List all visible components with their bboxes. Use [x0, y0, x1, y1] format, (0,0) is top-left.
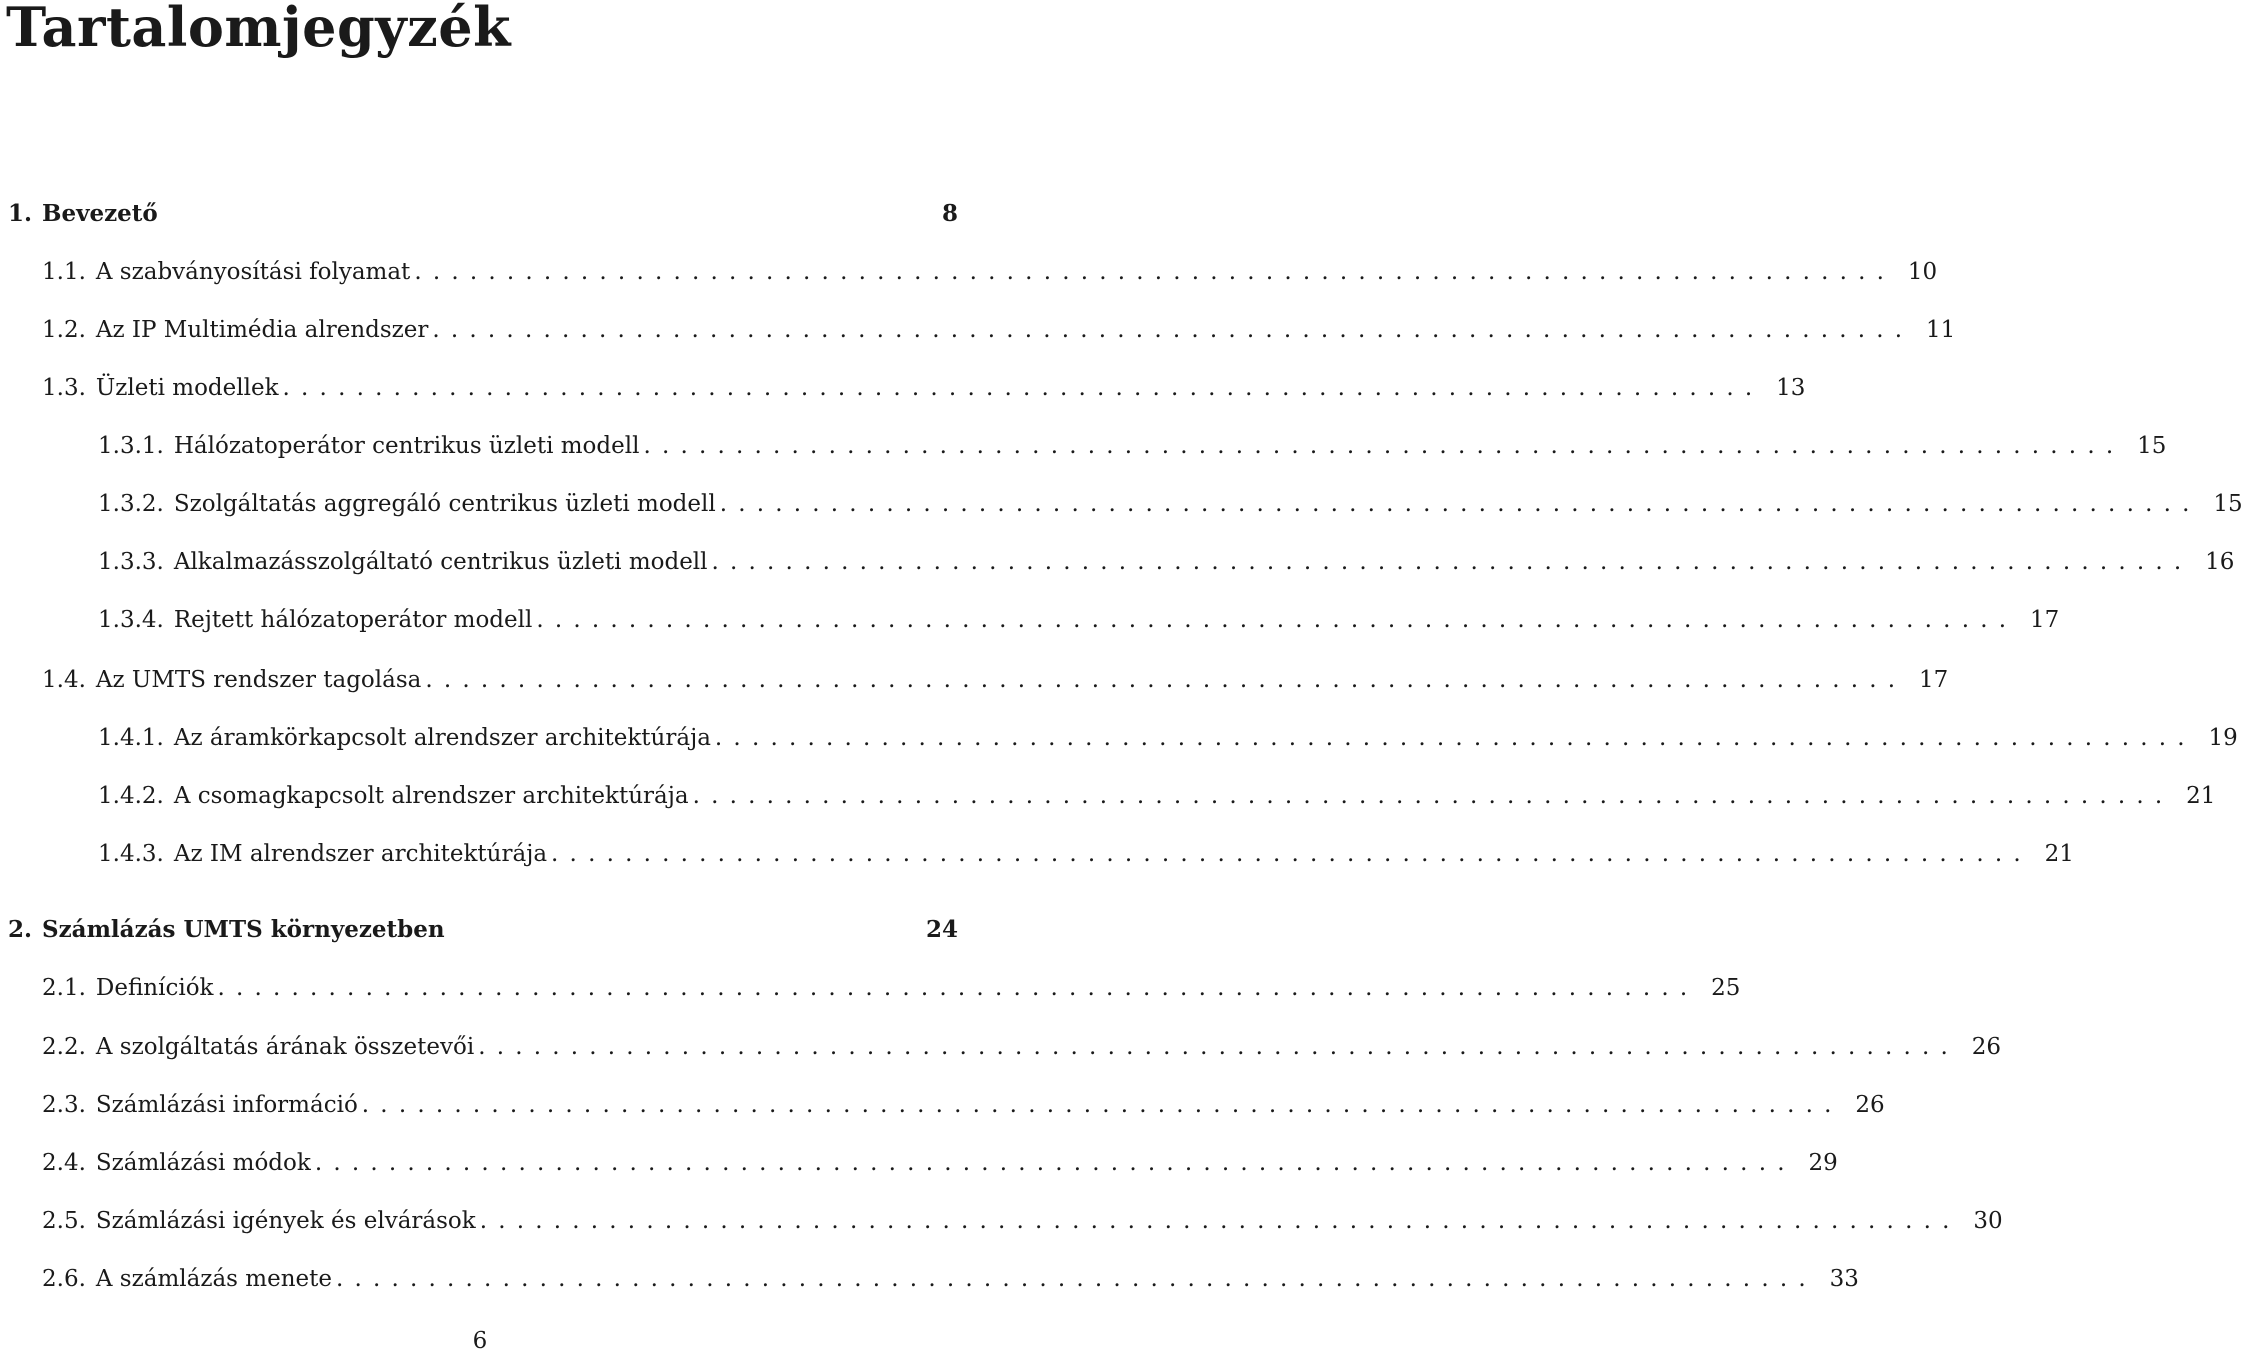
toc-page-number: 30 — [1973, 1208, 2003, 1234]
toc-page-number: 33 — [1829, 1266, 1859, 1292]
dot-leader: ................................................................................ — [425, 667, 1907, 693]
toc-title: Hálózatoperátor centrikus üzleti modell — [173, 433, 640, 459]
dot-leader: ................................................................................ — [711, 549, 2193, 575]
dot-leader: ................................................................................ — [361, 1092, 1843, 1118]
toc-title: Alkalmazásszolgáltató centrikus üzleti modell — [173, 549, 708, 575]
toc-page-number: 17 — [2029, 607, 2060, 633]
toc-row[interactable] — [42, 1146, 1838, 1180]
toc-page-number: 24 — [925, 916, 958, 943]
toc-row[interactable] — [42, 1088, 1885, 1122]
toc-page-number: 26 — [1971, 1034, 2002, 1060]
toc-row[interactable] — [98, 487, 2243, 521]
dot-leader: ................................................................................ — [335, 1266, 1817, 1292]
toc-title: A szolgáltatás árának összetevői — [95, 1034, 475, 1060]
toc-number: 1.2. — [42, 317, 86, 343]
toc-page-number: 13 — [1776, 375, 1806, 401]
toc-number: 1.4. — [42, 667, 86, 693]
toc-title: Számlázási módok — [95, 1150, 311, 1176]
toc-number: 1.1. — [42, 259, 86, 285]
toc-number: 2. — [8, 916, 33, 943]
toc-title: Bevezető — [42, 200, 158, 227]
toc-number: 2.6. — [42, 1266, 86, 1292]
toc-number: 2.3. — [42, 1092, 86, 1118]
toc-title: Az IM alrendszer architektúrája — [173, 841, 548, 867]
dot-leader: ................................................................................ — [432, 317, 1914, 343]
dot-leader: ................................................................................ — [479, 1208, 1961, 1234]
toc-page-number: 21 — [2044, 841, 2074, 867]
toc-title: A csomagkapcsolt alrendszer architektúrája — [173, 783, 689, 809]
toc-title: Az IP Multimédia alrendszer — [95, 317, 429, 343]
toc-number: 2.5. — [42, 1208, 86, 1234]
toc-page-number: 19 — [2208, 725, 2238, 751]
toc-row[interactable] — [98, 721, 2238, 755]
toc-title: A számlázás menete — [95, 1266, 332, 1292]
toc-row[interactable] — [42, 313, 1956, 347]
toc-title: Számlázási információ — [95, 1092, 358, 1118]
toc-number: 1.3.4. — [98, 607, 164, 633]
toc-chapter-row[interactable] — [8, 913, 958, 947]
toc-title: Definíciók — [95, 975, 214, 1001]
toc-title: Az UMTS rendszer tagolása — [95, 667, 422, 693]
toc-number: 1.3.2. — [98, 491, 164, 517]
toc-row[interactable] — [98, 779, 2216, 813]
toc-page-number: 10 — [1907, 259, 1938, 285]
toc-title: Számlázás UMTS környezetben — [42, 916, 445, 943]
toc-row[interactable] — [98, 837, 2074, 871]
toc-page-number: 15 — [2213, 491, 2243, 517]
toc-page-number: 29 — [1808, 1150, 1838, 1176]
dot-leader: ................................................................................ — [314, 1150, 1796, 1176]
toc-number: 1.3. — [42, 375, 86, 401]
dot-leader: ................................................................................ — [643, 433, 2125, 459]
toc-row[interactable] — [42, 663, 1949, 697]
toc-title: Rejtett hálózatoperátor modell — [173, 607, 533, 633]
dot-leader: ................................................................................ — [714, 725, 2196, 751]
toc-title: Szolgáltatás aggregáló centrikus üzleti modell — [173, 491, 716, 517]
page-title: Tartalomjegyzék — [6, 0, 512, 59]
toc-row[interactable] — [42, 1204, 2003, 1238]
toc-number: 2.1. — [42, 975, 86, 1001]
toc-row[interactable] — [42, 1262, 1859, 1296]
toc-page-number: 8 — [941, 200, 958, 227]
toc-number: 1.4.3. — [98, 841, 164, 867]
dot-leader: ................................................................................ — [551, 841, 2032, 867]
toc-row[interactable] — [42, 255, 1938, 289]
toc-page-number: 17 — [1918, 667, 1949, 693]
toc-number: 2.4. — [42, 1150, 86, 1176]
toc-row[interactable] — [42, 971, 1741, 1005]
toc-title: Számlázási igények és elvárások — [95, 1208, 476, 1234]
toc-number: 2.2. — [42, 1034, 86, 1060]
toc-number: 1.4.2. — [98, 783, 164, 809]
toc-page-number: 11 — [1926, 317, 1956, 343]
toc-title: Az áramkörkapcsolt alrendszer architektúrája — [173, 725, 711, 751]
toc-number: 1.3.3. — [98, 549, 164, 575]
dot-leader: ................................................................................ — [692, 783, 2174, 809]
toc-page-number: 26 — [1855, 1092, 1885, 1118]
toc-page-number: 15 — [2137, 433, 2167, 459]
dot-leader: ................................................................................ — [719, 491, 2201, 517]
toc-title: A szabványosítási folyamat — [95, 259, 411, 285]
toc-page-number: 25 — [1711, 975, 1741, 1001]
toc-page-number: 21 — [2186, 783, 2216, 809]
toc-row[interactable] — [42, 371, 1806, 405]
dot-leader: ................................................................................ — [282, 375, 1764, 401]
dot-leader: ................................................................................ — [217, 975, 1699, 1001]
toc-row[interactable] — [98, 429, 2167, 463]
toc-row[interactable] — [98, 603, 2060, 637]
toc-page-number: 16 — [2205, 549, 2235, 575]
page-number: 6 — [472, 1328, 488, 1354]
toc-chapter-row[interactable] — [8, 197, 958, 231]
toc-number: 1. — [8, 200, 33, 227]
toc-number: 1.3.1. — [98, 433, 164, 459]
dot-leader: ................................................................................ — [414, 259, 1896, 285]
dot-leader: ................................................................................ — [536, 607, 2018, 633]
toc-row[interactable] — [98, 545, 2235, 579]
toc-row[interactable] — [42, 1030, 2002, 1064]
toc-title: Üzleti modellek — [95, 375, 279, 401]
toc-number: 1.4.1. — [98, 725, 164, 751]
dot-leader: ................................................................................ — [478, 1034, 1960, 1060]
